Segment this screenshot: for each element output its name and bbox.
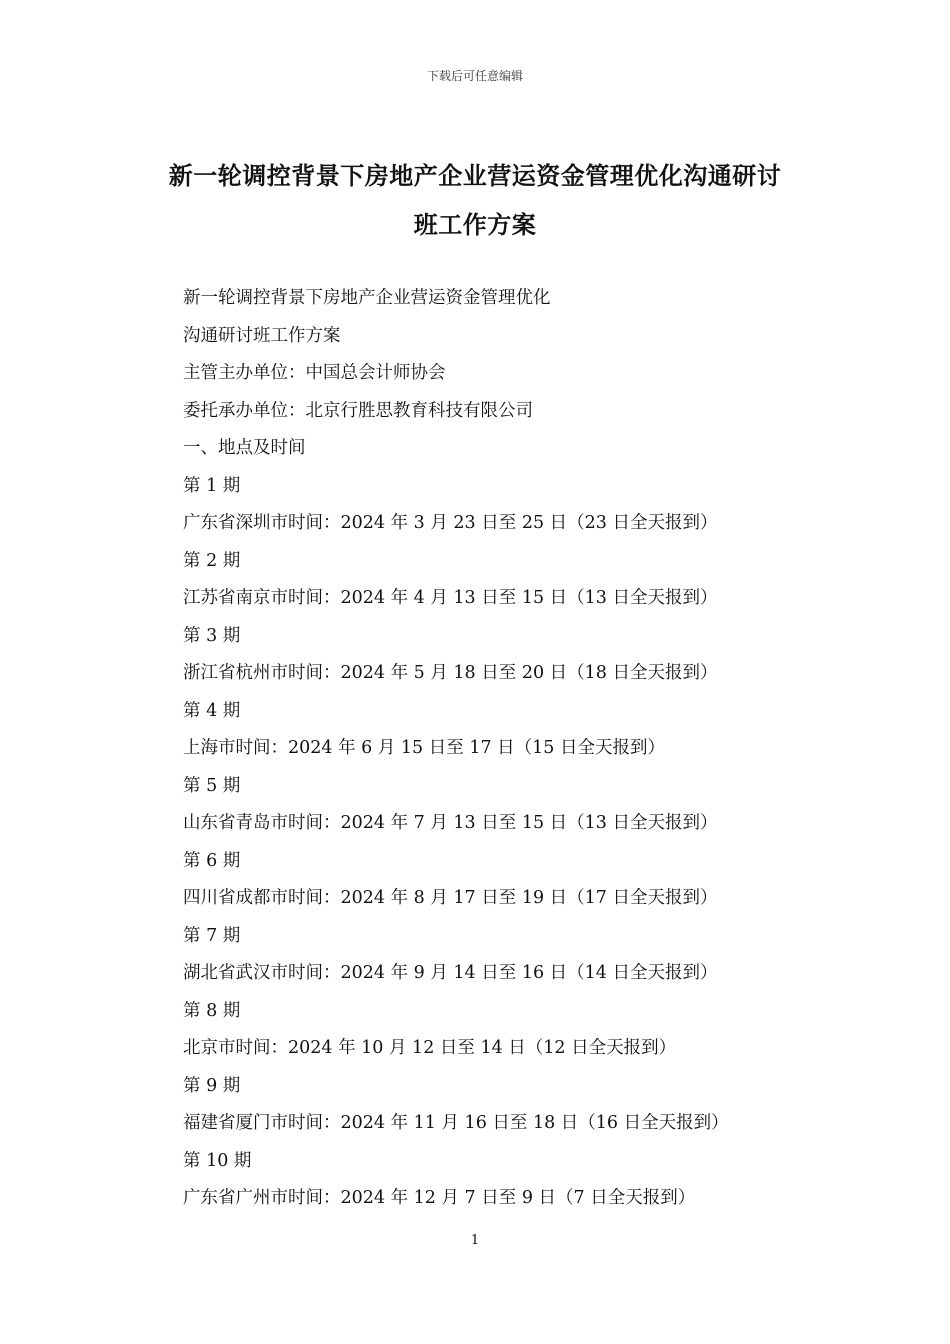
session-detail: 上海市时间：2024 年 6 月 15 日至 17 日（15 日全天报到） [183, 738, 665, 758]
document-body [183, 283, 833, 1221]
session-label: 第 1 期 [183, 475, 241, 496]
session-detail: 浙江省杭州市时间：2024 年 5 月 18 日至 20 日（18 日全天报到） [183, 663, 718, 683]
session-label: 第 6 期 [183, 850, 241, 871]
session-label: 第 8 期 [183, 1000, 241, 1021]
session-detail: 四川省成都市时间：2024 年 8 月 17 日至 19 日（17 日全天报到） [183, 888, 718, 908]
body-line: 沟通研讨班工作方案 [183, 325, 341, 346]
header-note: 下载后可任意编辑 [426, 69, 523, 83]
session-label: 第 5 期 [183, 775, 241, 796]
session-label: 第 3 期 [183, 625, 241, 646]
session-detail: 江苏省南京市时间：2024 年 4 月 13 日至 15 日（13 日全天报到） [183, 588, 718, 608]
session-detail: 湖北省武汉市时间：2024 年 9 月 14 日至 16 日（14 日全天报到） [183, 963, 718, 983]
session-label: 第 10 期 [183, 1150, 252, 1171]
section-heading: 一、地点及时间 [183, 438, 306, 458]
session-detail: 福建省厦门市时间：2024 年 11 月 16 日至 18 日（16 日全天报到） [183, 1113, 729, 1133]
document-title-line-2: 班工作方案 [413, 210, 537, 239]
session-label: 第 7 期 [183, 925, 241, 946]
page-number: 1 [470, 1233, 480, 1248]
body-line: 主管主办单位：中国总会计师协会 [183, 363, 446, 383]
session-detail: 广东省深圳市时间：2024 年 3 月 23 日至 25 日（23 日全天报到） [183, 513, 718, 533]
session-label: 第 2 期 [183, 550, 241, 571]
session-detail: 山东省青岛市时间：2024 年 7 月 13 日至 15 日（13 日全天报到） [183, 813, 718, 833]
document-title-line-1: 新一轮调控背景下房地产企业营运资金管理优化沟通研讨 [168, 161, 782, 190]
session-label: 第 9 期 [183, 1075, 241, 1096]
session-detail: 广东省广州市时间：2024 年 12 月 7 日至 9 日（7 日全天报到） [183, 1188, 696, 1208]
session-detail: 北京市时间：2024 年 10 月 12 日至 14 日（12 日全天报到） [183, 1038, 677, 1058]
body-line: 新一轮调控背景下房地产企业营运资金管理优化 [183, 288, 551, 308]
body-line: 委托承办单位：北京行胜思教育科技有限公司 [183, 400, 533, 421]
session-label: 第 4 期 [183, 700, 241, 721]
